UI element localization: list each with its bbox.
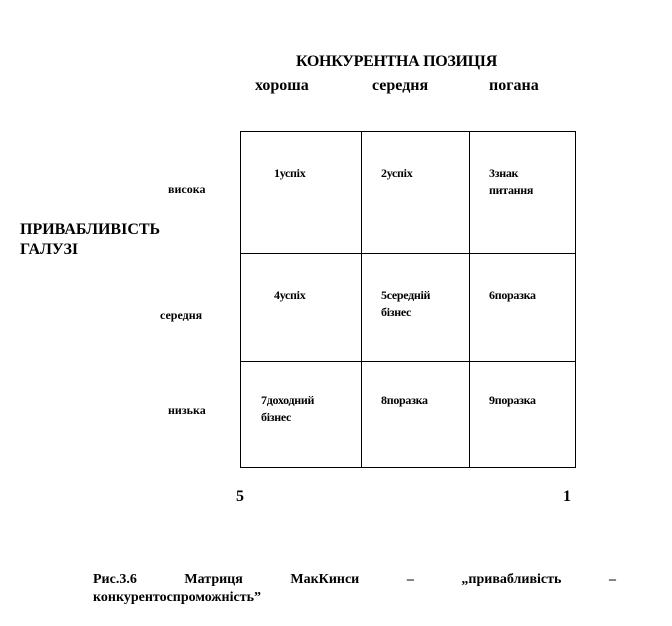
matrix-cell [241,253,361,361]
row-label-low: низька [168,403,206,417]
mckinsey-matrix-grid [240,131,576,468]
y-axis-title-line2: ГАЛУЗІ [20,241,79,258]
matrix-cell [469,132,575,253]
x-axis-title: КОНКУРЕНТНА ПОЗИЦІЯ [296,53,497,70]
matrix-cell-label: 2успіх [381,166,413,180]
matrix-cell [361,132,469,253]
y-axis-title [20,220,160,260]
caption-word: „привабливість [461,572,562,587]
row-label-high: висока [168,182,206,196]
row-label-medium: середня [160,308,203,322]
matrix-cell [361,361,469,467]
caption-line2: конкурентоспроможність” [93,590,261,605]
caption-word: Рис.3.6 [93,572,137,587]
caption-word: – [406,572,414,587]
matrix-cell [469,361,575,467]
matrix-cell-label: 5середній бізнес [381,288,431,319]
matrix-cell [241,361,361,467]
matrix-cell-label: 4успіх [274,288,306,302]
figure-caption [93,571,616,607]
matrix-cell [469,253,575,361]
y-axis-title-line1: ПРИВАБЛИВІСТЬ [20,221,161,238]
matrix-cell [241,132,361,253]
scale-right-value: 1 [563,488,571,505]
caption-word: МакКинси [290,572,360,587]
caption-line1 [93,571,616,589]
matrix-cell-label: 1успіх [274,166,306,180]
matrix-cell-label: 9поразка [489,393,536,407]
matrix-cell-label: 3знак питання [489,166,534,197]
matrix-cell-label: 8поразка [381,393,428,407]
matrix-cell-label: 6поразка [489,288,536,302]
caption-word: – [609,572,616,587]
matrix-cell [361,253,469,361]
column-label-medium: середня [372,77,429,94]
scale-left-value: 5 [236,488,244,505]
caption-word: Матриця [184,572,243,587]
column-label-good: хороша [255,77,309,94]
column-label-poor: погана [489,77,539,94]
matrix-cell-label: 7доходний бізнес [261,393,315,424]
